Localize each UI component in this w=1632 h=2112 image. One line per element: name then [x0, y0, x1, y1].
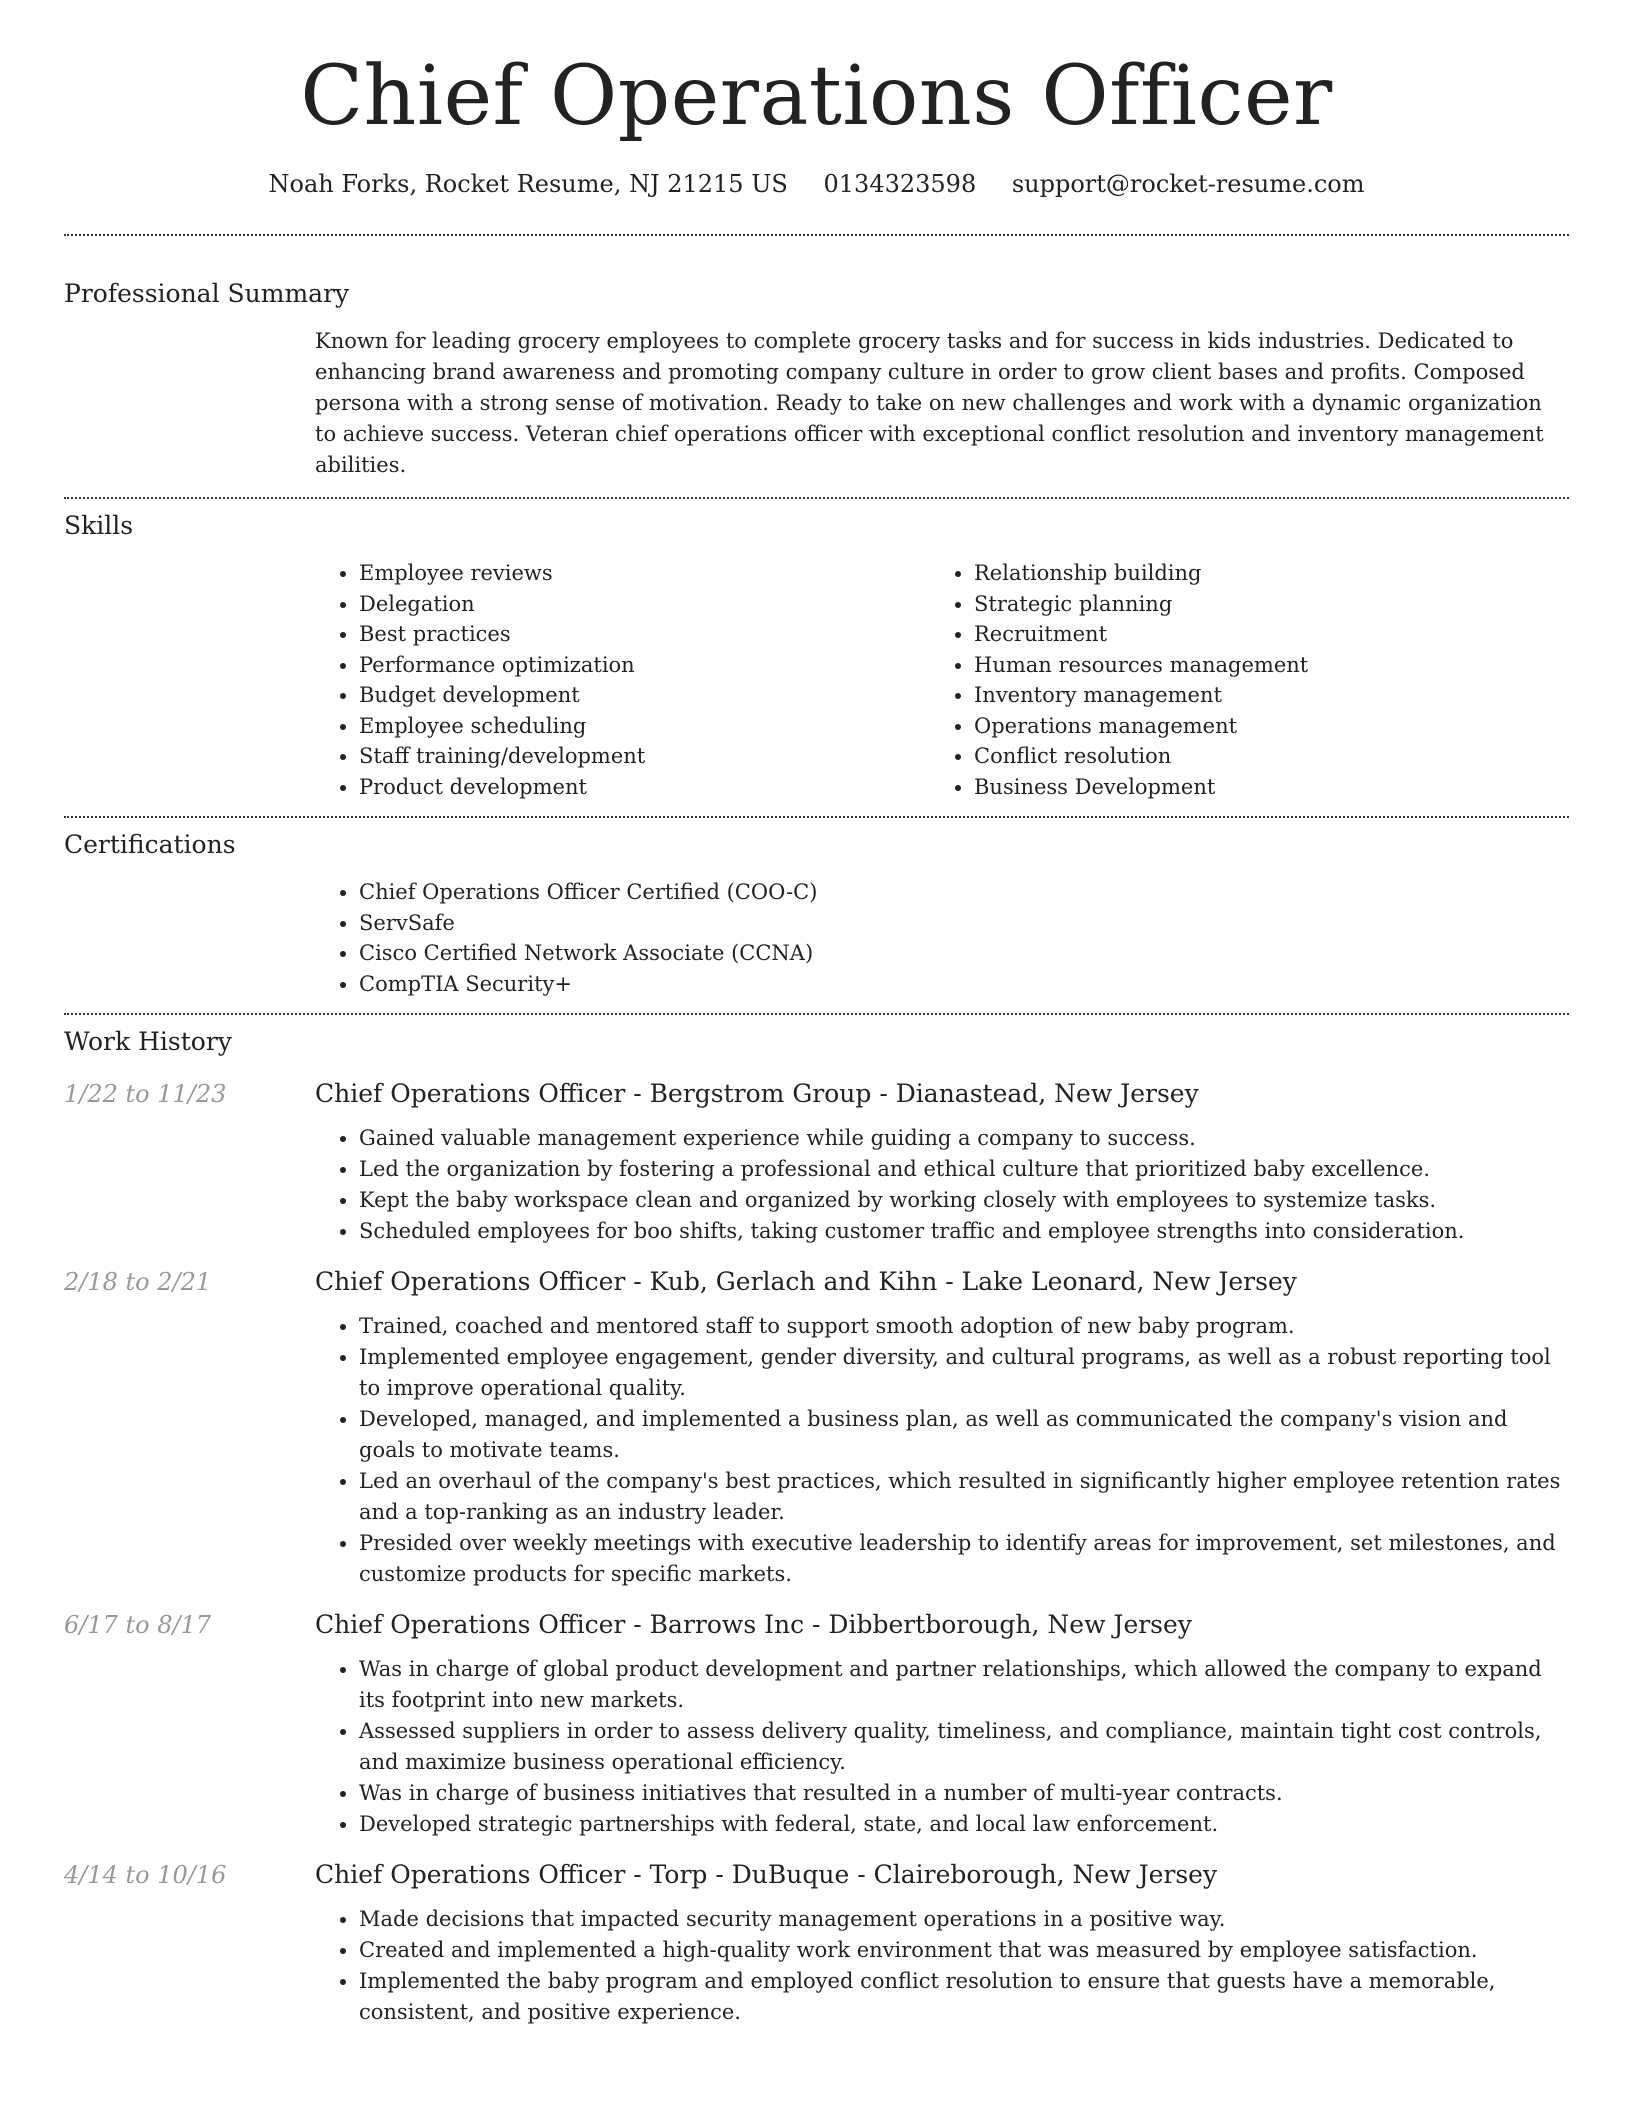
- skills-column-right: [930, 558, 1545, 802]
- job-dates: 1/22 to 11/23: [64, 1080, 227, 1108]
- job-entry: [64, 1610, 1569, 1840]
- skill-item: • Strategic planning: [974, 589, 1545, 620]
- job-dates: 4/14 to 10/16: [64, 1861, 227, 1889]
- skill-item: • Recruitment: [974, 619, 1545, 650]
- contact-phone: 0134323598: [823, 170, 977, 198]
- skills-list-left: [315, 558, 930, 802]
- section-heading-certifications: Certifications: [64, 830, 236, 859]
- skill-item: • Performance optimization: [359, 650, 930, 681]
- skill-item: • Budget development: [359, 680, 930, 711]
- job-bullets: [315, 1904, 1569, 2028]
- job-bullet: • Was in charge of business initiatives that resulted in a number of multi-year contracts.: [359, 1778, 1569, 1809]
- certification-item: • Chief Operations Officer Certified (COO-C): [359, 877, 1569, 908]
- contact-address: Noah Forks, Rocket Resume, NJ 21215 US: [268, 170, 788, 198]
- job-title: Chief Operations Officer: [315, 1860, 626, 1889]
- job-details: [315, 1267, 1569, 1590]
- job-company-location: - Kub, Gerlach and Kihn - Lake Leonard, New Jersey: [625, 1267, 1297, 1296]
- job-entry: [64, 1079, 1569, 1247]
- job-entry: [64, 1860, 1569, 2028]
- job-bullet: • Trained, coached and mentored staff to support smooth adoption of new baby program.: [359, 1311, 1569, 1342]
- skill-item: • Human resources management: [974, 650, 1545, 681]
- skill-item: • Relationship building: [974, 558, 1545, 589]
- section-heading-work-history: Work History: [64, 1027, 232, 1056]
- certification-item: • CompTIA Security+: [359, 969, 1569, 1000]
- job-heading: [315, 1079, 1569, 1109]
- job-heading: [315, 1610, 1569, 1640]
- skill-item: • Conflict resolution: [974, 741, 1545, 772]
- skills-section: [64, 497, 1569, 816]
- job-title: Chief Operations Officer: [315, 1079, 626, 1108]
- job-bullet: • Scheduled employees for boo shifts, taking customer traffic and employee strengths into consideration.: [359, 1216, 1569, 1247]
- job-bullet: • Led the organization by fostering a professional and ethical culture that prioritized baby excellence.: [359, 1154, 1569, 1185]
- job-bullet: • Gained valuable management experience while guiding a company to success.: [359, 1123, 1569, 1154]
- certification-item: • Cisco Certified Network Associate (CCNA): [359, 938, 1569, 969]
- job-bullets: [315, 1123, 1569, 1247]
- job-bullets: [315, 1654, 1569, 1840]
- certification-item: • ServSafe: [359, 908, 1569, 939]
- contact-email: support@rocket-resume.com: [1011, 170, 1365, 198]
- skill-item: • Employee reviews: [359, 558, 930, 589]
- resume-title: Chief Operations Officer: [300, 49, 1333, 144]
- job-entry: [64, 1267, 1569, 1590]
- job-bullet: • Assessed suppliers in order to assess delivery quality, timeliness, and compliance, maintain tight cost controls, and maximize business operational efficiency.: [359, 1716, 1569, 1778]
- job-bullet: • Led an overhaul of the company's best practices, which resulted in significantly higher employee retention rates and a top-ranking as an industry leader.: [359, 1466, 1569, 1528]
- job-bullet: • Kept the baby workspace clean and organized by working closely with employees to systemize tasks.: [359, 1185, 1569, 1216]
- job-dates: 2/18 to 2/21: [64, 1268, 212, 1296]
- skill-item: • Product development: [359, 772, 930, 803]
- certifications-body: [315, 877, 1569, 1013]
- job-bullet: • Developed strategic partnerships with federal, state, and local law enforcement.: [359, 1809, 1569, 1840]
- skills-column-left: [315, 558, 930, 802]
- certifications-section: [64, 816, 1569, 1013]
- skill-item: • Inventory management: [974, 680, 1545, 711]
- job-details: [315, 1079, 1569, 1247]
- job-heading: [315, 1860, 1569, 1890]
- job-bullet: • Made decisions that impacted security management operations in a positive way.: [359, 1904, 1569, 1935]
- job-bullet: • Presided over weekly meetings with executive leadership to identify areas for improvement, set milestones, and customize products for specific markets.: [359, 1528, 1569, 1590]
- skill-item: • Delegation: [359, 589, 930, 620]
- section-heading-skills: Skills: [64, 511, 134, 540]
- job-bullets: [315, 1311, 1569, 1590]
- job-company-location: - Barrows Inc - Dibbertborough, New Jersey: [625, 1610, 1192, 1639]
- job-heading: [315, 1267, 1569, 1297]
- job-bullet: • Developed, managed, and implemented a business plan, as well as communicated the company's vision and goals to motivate teams.: [359, 1404, 1569, 1466]
- job-bullet: • Implemented the baby program and employed conflict resolution to ensure that guests have a memorable, consistent, and positive experience.: [359, 1966, 1569, 2028]
- job-bullet: • Implemented employee engagement, gender diversity, and cultural programs, as well as a robust reporting tool to improve operational quality.: [359, 1342, 1569, 1404]
- skills-list-right: [930, 558, 1545, 802]
- job-details: [315, 1610, 1569, 1840]
- job-company-location: - Torp - DuBuque - Claireborough, New Jersey: [625, 1860, 1218, 1889]
- job-title: Chief Operations Officer: [315, 1610, 626, 1639]
- job-bullet: • Created and implemented a high-quality work environment that was measured by employee satisfaction.: [359, 1935, 1569, 1966]
- contact-line: [64, 170, 1569, 198]
- job-company-location: - Bergstrom Group - Dianastead, New Jersey: [625, 1079, 1199, 1108]
- work-history-section: [64, 1013, 1569, 2028]
- skill-item: • Employee scheduling: [359, 711, 930, 742]
- job-bullet: • Was in charge of global product development and partner relationships, which allowed the company to expand its footprint into new markets.: [359, 1654, 1569, 1716]
- section-heading-summary: Professional Summary: [64, 279, 350, 308]
- job-title: Chief Operations Officer: [315, 1267, 626, 1296]
- professional-summary-section: [64, 234, 1569, 497]
- skill-item: • Staff training/development: [359, 741, 930, 772]
- skill-item: • Best practices: [359, 619, 930, 650]
- certifications-list: [315, 877, 1569, 999]
- skill-item: • Business Development: [974, 772, 1545, 803]
- skill-item: • Operations management: [974, 711, 1545, 742]
- skills-body: [315, 558, 1569, 816]
- summary-text: Known for leading grocery employees to complete grocery tasks and for success in kids industries. Dedicated to enhancing brand awareness and promoting company culture in order to grow client bases and profits. Composed persona with a strong sense of motivation. Ready to take on new challenges and work with a dynamic organization to achieve success. Veteran chief operations officer with exceptional conflict resolution and inventory management abilities.: [315, 329, 1544, 477]
- job-dates: 6/17 to 8/17: [64, 1611, 212, 1639]
- job-details: [315, 1860, 1569, 2028]
